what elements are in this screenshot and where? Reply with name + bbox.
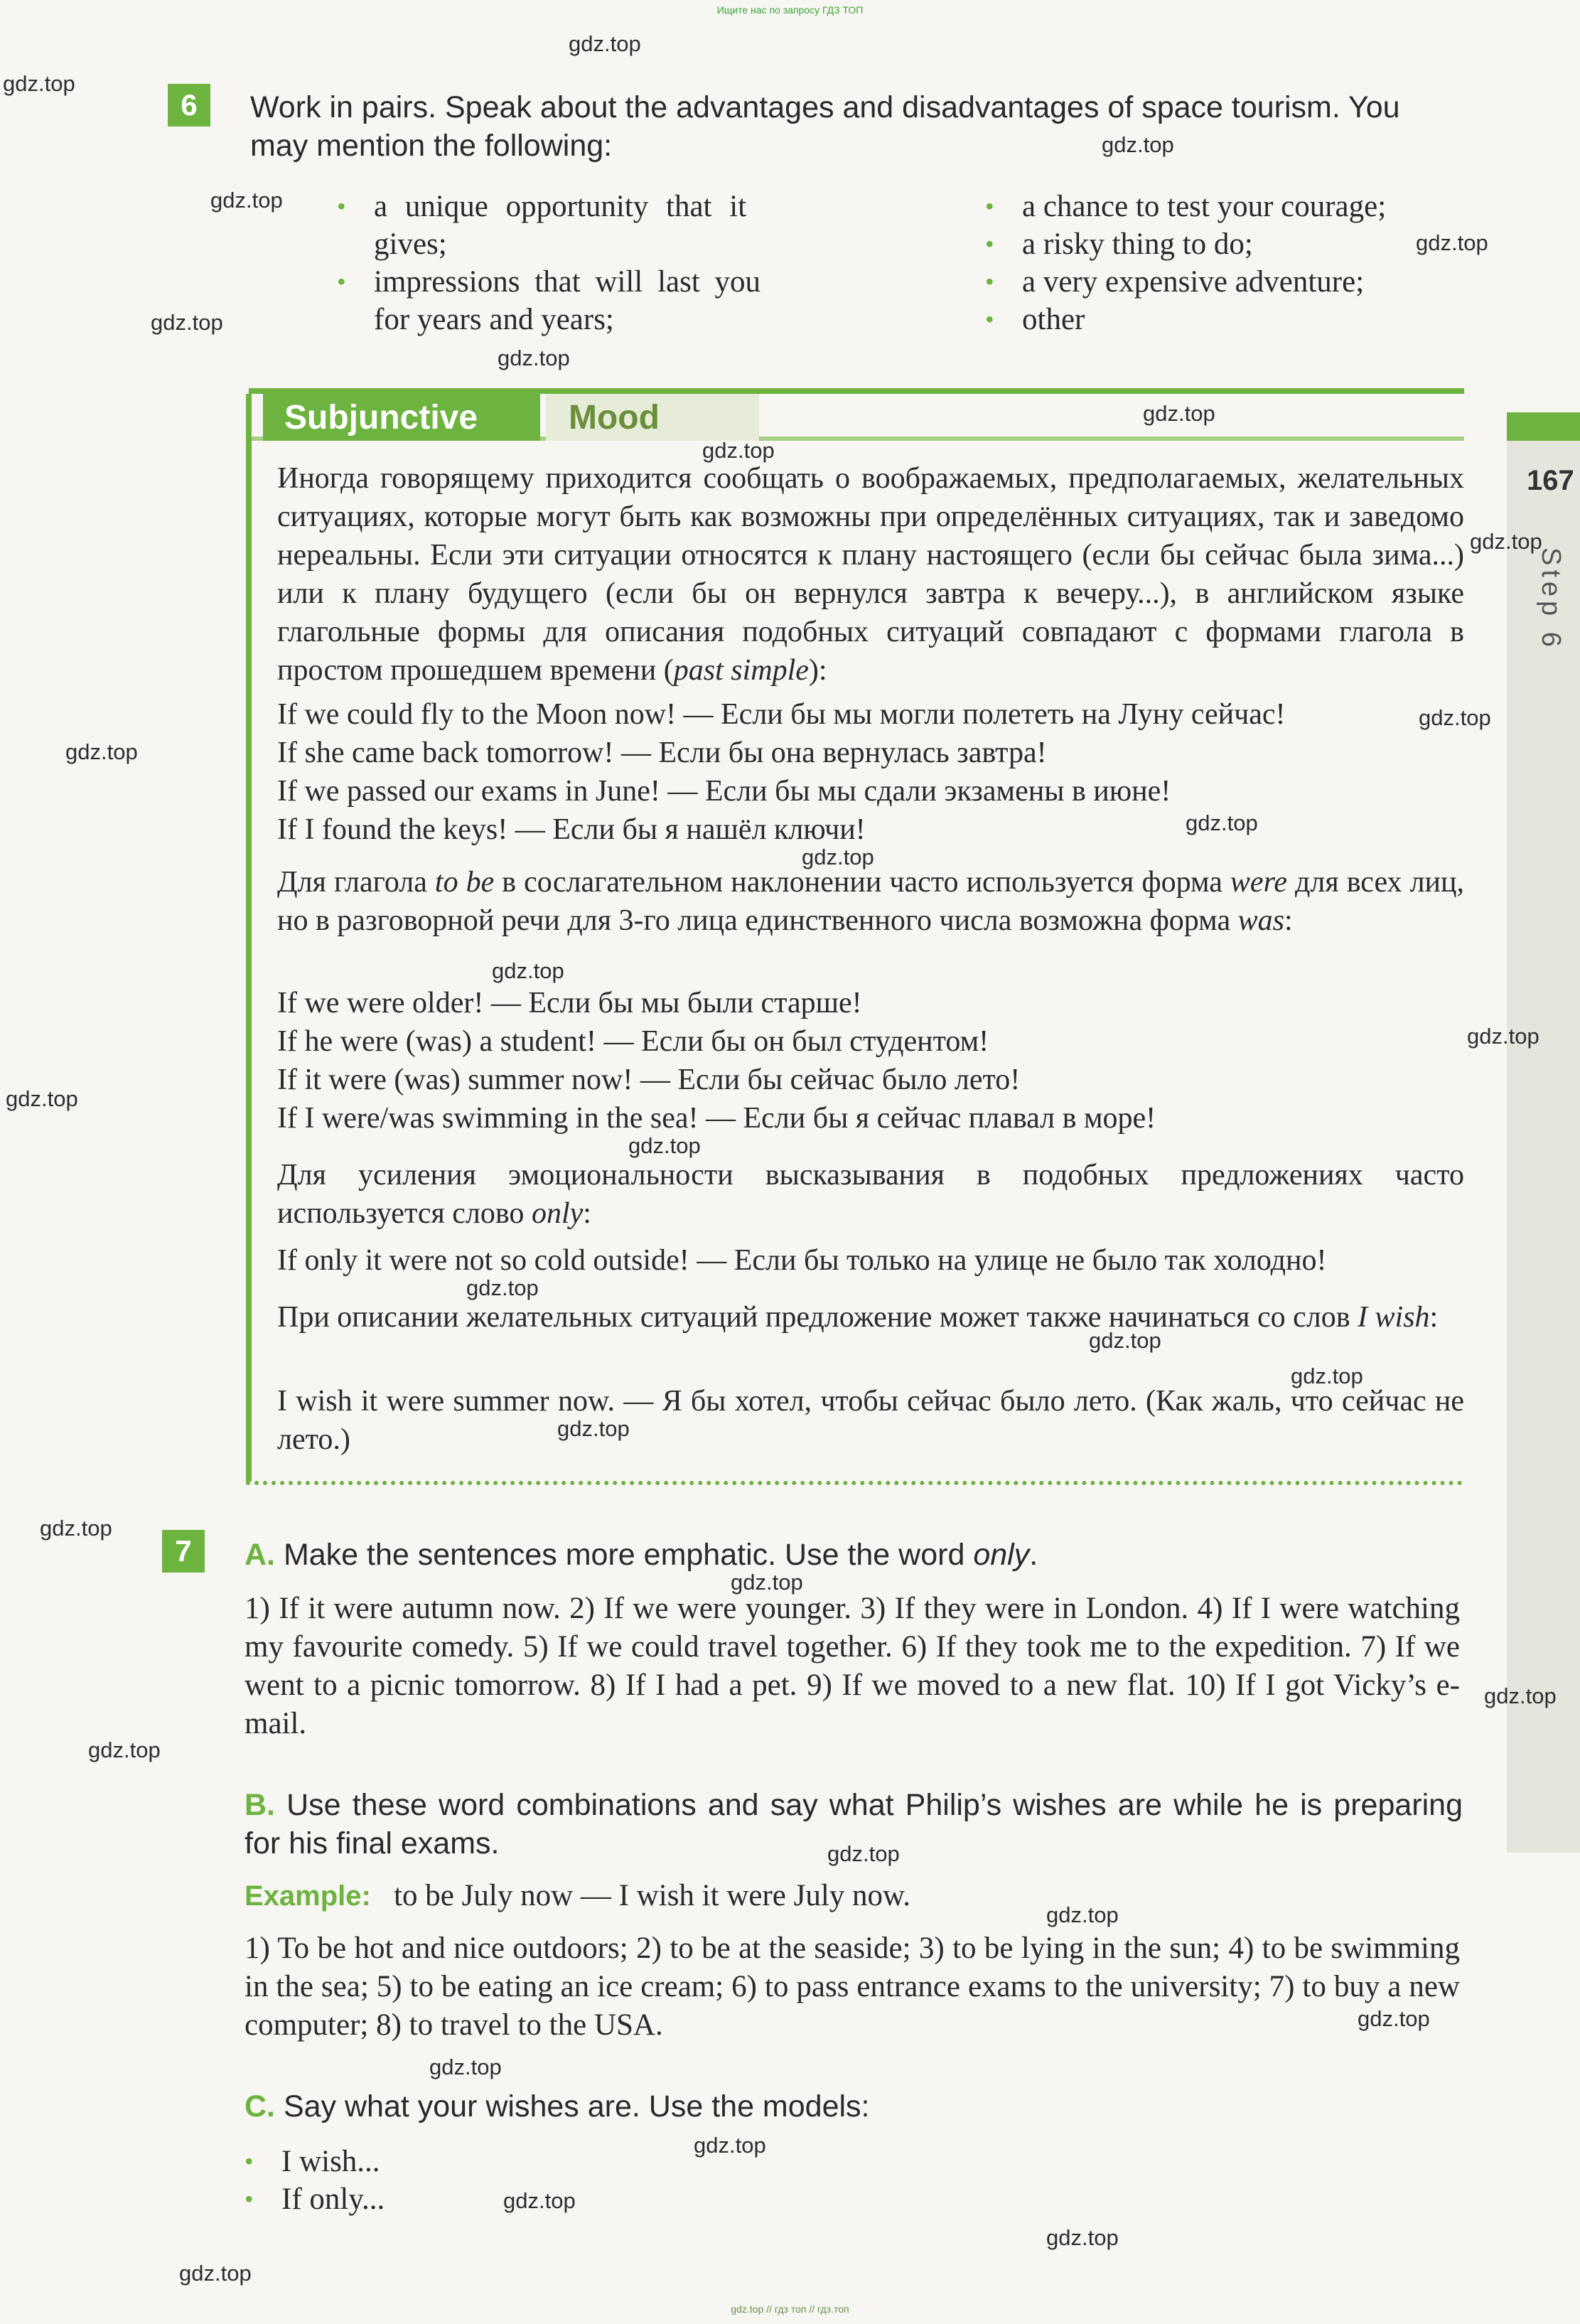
grammar-top-rule xyxy=(249,388,1464,394)
watermark: gdz.top xyxy=(1291,1364,1363,1388)
bullet-icon: • xyxy=(337,267,346,296)
grammar-wish-note: При описании желательных ситуаций предложение может также начинаться со слов I wish: xyxy=(277,1301,1439,1334)
watermark: gdz.top xyxy=(1186,810,1258,835)
watermark: gdz.top xyxy=(1470,529,1542,554)
grammar-bottom-dotted-rule xyxy=(246,1481,1463,1485)
watermark: gdz.top xyxy=(694,2133,766,2158)
list-item: • a unique opportunity that it gives; xyxy=(331,188,829,263)
watermark: gdz.top xyxy=(1102,132,1174,157)
grammar-left-rule xyxy=(246,394,252,1482)
exercise-7b-task: B. Use these word combinations and say what Philip’s wishes are while he is preparing for his final exams. xyxy=(244,1788,1463,1860)
watermark: gdz.top xyxy=(65,739,138,764)
exercise-7b-example: Example: to be July now — I wish it were July now. xyxy=(244,1879,911,1912)
list-item: • I wish... xyxy=(239,2143,807,2180)
watermark: gdz.top xyxy=(731,1570,803,1595)
grammar-examples-1 xyxy=(277,695,1464,849)
bullet-icon: • xyxy=(244,2185,254,2213)
list-item: If she came back tomorrow! — Если бы она вернулась завтра! xyxy=(277,737,1047,769)
exercise-6-task-line1: Work in pairs. Speak about the advantages and disadvantages of space tourism. You xyxy=(250,90,1400,124)
grammar-wish-example: I wish it were summer now. — Я бы хотел, чтобы сейчас было лето. (Как жаль, что сейчас не лето.) xyxy=(277,1385,1464,1456)
watermark: gdz.top xyxy=(557,1416,630,1441)
exercise-7-number: 7 xyxy=(162,1530,205,1573)
grammar-to-be-note: Для глагола to be в сослагательном наклонении часто используется форма were для всех лиц, но в разговорной речи для 3-го лица единственного числа возможна форма was: xyxy=(277,866,1464,937)
step-label: Step 6 xyxy=(1536,547,1566,651)
grammar-tab-subjunctive: Subjunctive xyxy=(263,394,540,441)
watermark: gdz.top xyxy=(1046,2225,1119,2250)
exercise-6-task-line2: may mention the following: xyxy=(250,129,613,163)
watermark: gdz.top xyxy=(492,958,564,983)
exercise-6-left-bullets xyxy=(331,188,829,338)
watermark: gdz.top xyxy=(466,1275,539,1300)
watermark: gdz.top xyxy=(503,2188,576,2213)
list-item: • other xyxy=(979,301,1491,338)
list-item: If we passed our exams in June! — Если бы мы сдали экзамены в июне! xyxy=(277,775,1171,808)
exercise-7a-task: A. Make the sentences more emphatic. Use the word only. xyxy=(244,1538,1038,1572)
bullet-icon: • xyxy=(985,230,994,258)
watermark: gdz.top xyxy=(628,1133,701,1158)
watermark: gdz.top xyxy=(88,1737,161,1762)
bullet-icon: • xyxy=(244,2147,254,2175)
watermark: gdz.top xyxy=(702,438,775,463)
watermark: gdz.top xyxy=(210,188,283,213)
watermark: gdz.top xyxy=(1089,1328,1161,1353)
watermark: gdz.top xyxy=(498,346,570,370)
watermark: gdz.top xyxy=(827,1841,900,1866)
list-item: If we could fly to the Moon now! — Если бы мы могли полететь на Луну сейчас! xyxy=(277,698,1286,731)
list-item: If I were/was swimming in the sea! — Если бы я сейчас плавал в море! xyxy=(277,1102,1156,1135)
bullet-icon: • xyxy=(337,192,346,220)
watermark: gdz.top xyxy=(6,1086,78,1111)
side-tab-accent xyxy=(1507,412,1580,441)
watermark: gdz.top xyxy=(1358,2006,1430,2031)
grammar-tab-mood: Mood xyxy=(546,394,759,441)
watermark: gdz.top xyxy=(1484,1683,1557,1708)
list-item: • a very expensive adventure; xyxy=(979,263,1491,301)
bullet-icon: • xyxy=(985,305,994,333)
watermark: gdz.top xyxy=(151,310,223,335)
watermark: gdz.top xyxy=(802,845,874,869)
page-number: 167 xyxy=(1527,465,1574,496)
bottom-note: gdz.top // гдз топ // гдз.топ xyxy=(731,2303,849,2315)
list-item: • a chance to test your courage; xyxy=(979,188,1491,225)
list-item: • a risky thing to do; xyxy=(979,225,1491,263)
watermark: gdz.top xyxy=(3,71,75,96)
exercise-6-task xyxy=(250,88,1501,165)
watermark: gdz.top xyxy=(1419,705,1491,730)
grammar-only-example: If only it were not so cold outside! — Если бы только на улице не было так холодно! xyxy=(277,1244,1327,1277)
list-item: If he were (was) a student! — Если бы он был студентом! xyxy=(277,1025,989,1058)
exercise-7b-text: 1) To be hot and nice outdoors; 2) to be at the seaside; 3) to be lying in the sun; 4) to be swimming in the sea; 5) to be eating an ice cream; 6) to pass entrance exams to the university; 7) to buy a new computer; 8) to travel to the USA. xyxy=(244,1932,1460,2042)
list-item: If it were (was) summer now! — Если бы сейчас было лето! xyxy=(277,1064,1021,1096)
list-item: • impressions that will last you for years and years; xyxy=(331,263,829,338)
grammar-intro: Иногда говорящему приходится сообщать о воображаемых, предполагаемых, желательных ситуациях, которые могут быть как возможны при определённых ситуациях, так и заведомо нереальны. Если эти ситуации относятся к плану настоящего (если бы сейчас была зима...) или к плану будущего (если бы он вернулся завтра к вечеру...), в английском языке глагольные формы для описания подобных ситуаций совпадают с формами глагола в простом прошедшем времени (past simple): xyxy=(277,462,1464,687)
exercise-7c-task: C. Say what your wishes are. Use the models: xyxy=(244,2089,870,2124)
bullet-icon: • xyxy=(985,267,994,296)
watermark: gdz.top xyxy=(179,2261,252,2286)
watermark: gdz.top xyxy=(1467,1024,1539,1049)
watermark: gdz.top xyxy=(569,31,641,56)
exercise-7a-text: 1) If it were autumn now. 2) If we were younger. 3) If they were in London. 4) If I were watching my favourite comedy. 5) If we could travel together. 6) If they took me to the expedition. 7) If we went to a picnic tomorrow. 8) If I had a pet. 9) If we moved to a new flat. 10) If I got Vicky’s e-mail. xyxy=(244,1592,1460,1740)
top-note: Ищите нас по запросу ГДЗ ТОП xyxy=(716,4,864,16)
exercise-6-right-bullets xyxy=(979,188,1491,338)
watermark: gdz.top xyxy=(1416,230,1488,255)
watermark: gdz.top xyxy=(429,2055,502,2079)
list-item: If we were older! — Если бы мы были старше! xyxy=(277,987,862,1019)
exercise-6-number: 6 xyxy=(168,84,210,127)
watermark: gdz.top xyxy=(40,1516,112,1541)
grammar-only-note: Для усиления эмоциональности высказывания в подобных предложениях часто используется слово only: xyxy=(277,1159,1464,1230)
watermark: gdz.top xyxy=(1046,1902,1119,1927)
watermark: gdz.top xyxy=(1143,401,1215,426)
bullet-icon: • xyxy=(985,192,994,220)
grammar-examples-2 xyxy=(277,984,1464,1137)
list-item: • If only... xyxy=(239,2180,807,2218)
list-item: If I found the keys! — Если бы я нашёл ключи! xyxy=(277,813,866,846)
